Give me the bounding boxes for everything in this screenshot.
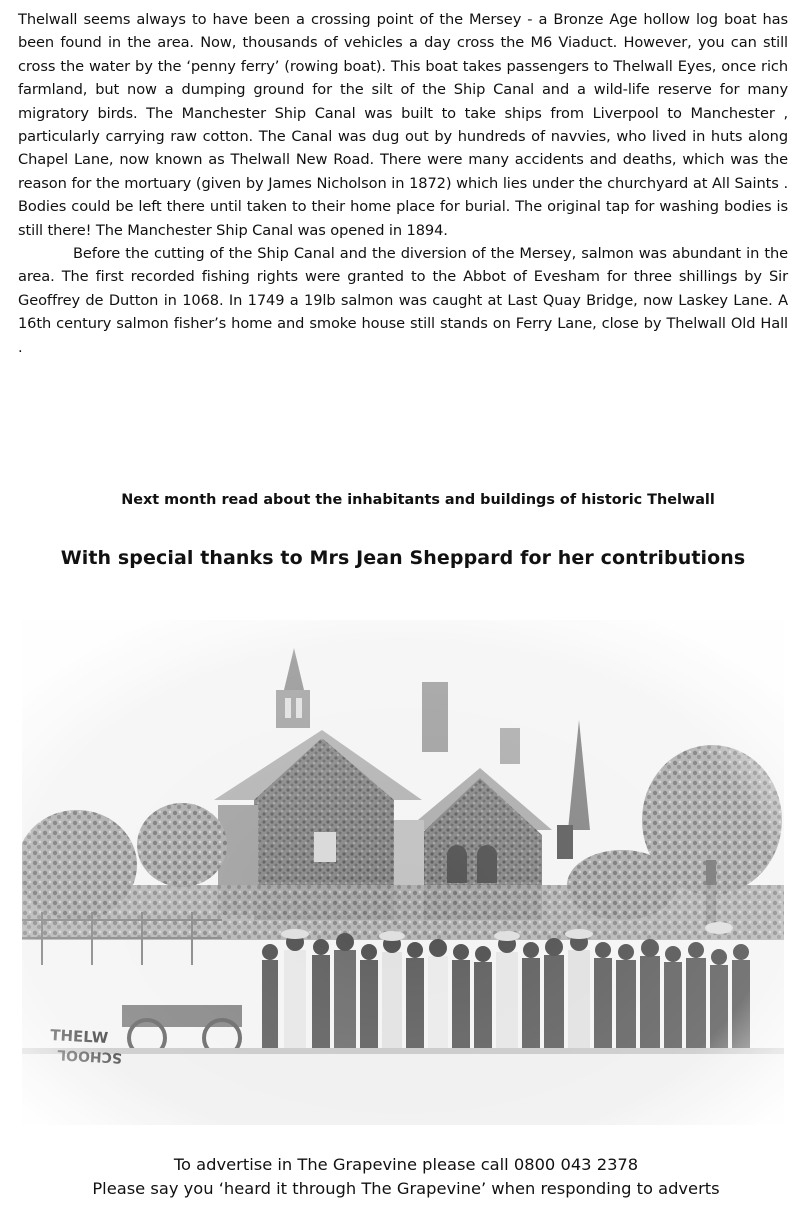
article-paragraph-1: Thelwall seems always to have been a crossing point of the Mersey - a Bronze Age hollow log boat has been found in the area. Now, thousands of vehicles a day cross the M6 Viaduct. However, you can still cross the water by the ‘penny ferry’ (rowing boat). This boat takes passengers to Thelwall Eyes, once rich farmland, but now a dumping ground for the silt of the Ship Canal and a wild-life reserve for many migratory birds. The Manchester Ship Canal was built to take ships from Liverpool to Manchester , particularly carrying raw cotton. The Canal was dug out by hundreds of navvies, who lived in huts along Chapel Lane, now known as Thelwall New Road. There were many accidents and deaths, which was the reason for the mortuary (given by James Nicholson in 1872) which lies under the churchyard at All Saints . Bodies could be left there until taken to their home place for burial. The original tap for washing bodies is still there! The Manchester Ship Canal was opened in 1894. [18, 11, 788, 239]
advert-line-2: Please say you ‘heard it through The Grapevine’ when responding to adverts [92, 1179, 720, 1198]
article-body [18, 8, 788, 359]
article-paragraph-2: Before the cutting of the Ship Canal and the diversion of the Mersey, salmon was abundant in the area. The first recorded fishing rights were granted to the Abbot of Evesham for three shillings by Sir Geoffrey de Dutton in 1068. In 1749 a 19lb salmon was caught at Last Quay Bridge, now Laskey Lane. A 16th century salmon fisher’s home and smoke house still stands on Ferry Lane, close by Thelwall Old Hall . [18, 245, 788, 356]
advert-footer [0, 1153, 800, 1201]
historic-school-photo [22, 620, 784, 1125]
advert-line-1: To advertise in The Grapevine please call 0800 043 2378 [173, 1155, 639, 1174]
thanks-heading: With special thanks to Mrs Jean Sheppard for her contributions [60, 547, 746, 569]
next-month-notice: Next month read about the inhabitants and buildings of historic Thelwall [121, 492, 715, 508]
